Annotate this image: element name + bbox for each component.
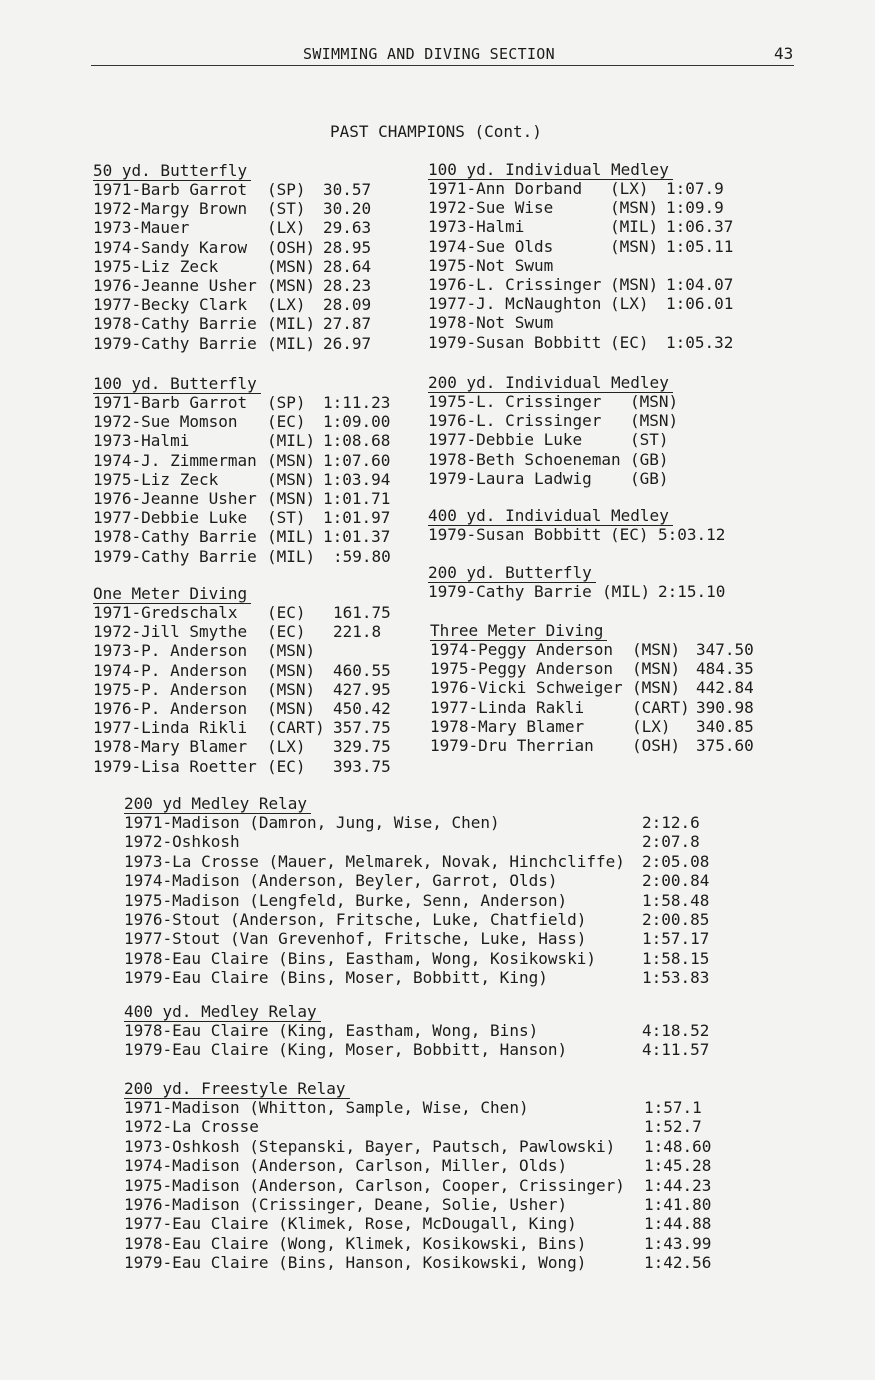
relay-row — [124, 1253, 712, 1273]
result: 347.50 — [696, 640, 754, 659]
team: (GB) — [630, 468, 669, 488]
result: 1:11.23 — [323, 393, 391, 412]
relay-team: 1979-Eau Claire (Bins, Hanson, Kosikowski, Wong) — [124, 1253, 587, 1273]
team: (MSN) — [632, 659, 681, 679]
relay-team: 1975-Madison (Anderson, Carlson, Cooper, Crissinger) — [124, 1175, 625, 1195]
relay-row — [124, 1040, 710, 1060]
result-row — [93, 660, 391, 680]
relay-team: 1979-Eau Claire (King, Moser, Bobbitt, Hanson) — [124, 1040, 568, 1060]
event-results — [430, 640, 754, 755]
team: (OSH) — [632, 735, 681, 755]
result-row — [93, 756, 391, 776]
team: (LX) — [267, 295, 306, 315]
result: 1:05.32 — [666, 332, 734, 352]
relay-time: 1:48.60 — [644, 1136, 712, 1156]
result-row — [428, 217, 734, 237]
event-title: One Meter Diving — [93, 585, 251, 603]
result-row — [93, 431, 391, 451]
result-row — [430, 735, 754, 755]
relay-row — [124, 1214, 712, 1234]
event-results — [93, 603, 391, 776]
champion: 1979-Susan Bobbitt — [428, 332, 602, 352]
team: (SP) — [267, 393, 306, 412]
champion: 1978-Mary Blamer — [430, 716, 585, 736]
result-row — [430, 716, 754, 736]
event-results — [428, 392, 679, 488]
champion: 1975-L. Crissinger — [428, 392, 602, 411]
team: (MSN) — [267, 488, 316, 508]
champion: 1976-L. Crissinger — [428, 411, 602, 431]
champion: 1971-Gredschalx — [93, 603, 238, 622]
relay-team: 1972-Oshkosh — [124, 832, 240, 852]
page-subtitle: PAST CHAMPIONS (Cont.) — [330, 122, 542, 141]
event-title: Three Meter Diving — [430, 622, 607, 640]
event-200-butterfly — [428, 563, 726, 601]
result-row — [93, 488, 391, 508]
relay-time: 2:00.84 — [642, 871, 710, 891]
relay-time: 4:18.52 — [642, 1021, 710, 1040]
champion: 1978-Cathy Barrie — [93, 314, 257, 334]
team: (MSN) — [267, 698, 316, 718]
result-row — [428, 430, 673, 449]
result: 221.8 — [333, 622, 382, 642]
result: 30.57 — [323, 180, 372, 199]
relay-title: 200 yd. Freestyle Relay — [124, 1080, 350, 1098]
result: 329.75 — [333, 737, 391, 757]
relay-row — [124, 948, 710, 968]
result: 1:01.97 — [323, 508, 391, 528]
team: (MSN) — [610, 274, 659, 294]
result-row — [428, 256, 673, 275]
champion: 1979-Cathy Barrie — [93, 546, 257, 566]
result: 30.20 — [323, 199, 372, 219]
team: (MIL) — [602, 582, 651, 601]
team: (EC) — [610, 332, 649, 352]
relay-row — [124, 1136, 712, 1156]
relay-time: 2:12.6 — [642, 813, 700, 832]
team: (MSN) — [267, 256, 316, 276]
result-row — [93, 698, 391, 718]
relay-row — [124, 929, 710, 949]
result-row — [93, 546, 391, 566]
champion: 1974-J. Zimmerman — [93, 450, 257, 470]
champion: 1974-Peggy Anderson — [430, 640, 614, 659]
relay-team: 1975-Madison (Lengfeld, Burke, Senn, Anderson) — [124, 890, 568, 910]
team: (MIL) — [267, 527, 316, 547]
relay-row — [124, 1156, 712, 1176]
team: (MSN) — [632, 678, 681, 698]
champion: 1973-Mauer — [93, 218, 190, 238]
champion: 1972-Sue Wise — [428, 198, 554, 218]
result: 1:09.9 — [666, 198, 724, 218]
result: 28.09 — [323, 295, 372, 315]
relay-team: 1976-Madison (Crissinger, Deane, Solie, Usher) — [124, 1194, 568, 1214]
relay-team: 1972-La Crosse — [124, 1117, 259, 1137]
champion: 1976-Jeanne Usher — [93, 275, 257, 295]
result-row — [93, 679, 391, 699]
event-results — [428, 179, 734, 352]
result: 375.60 — [696, 735, 754, 755]
team: (LX) — [610, 294, 649, 314]
champion: 1971-Ann Dorband — [428, 179, 583, 198]
result: 484.35 — [696, 659, 754, 679]
champion: 1973-Halmi — [428, 217, 525, 237]
team: (ST) — [267, 508, 306, 528]
champion: 1976-Jeanne Usher — [93, 488, 257, 508]
team: (MSN) — [630, 411, 679, 431]
result-row — [93, 256, 372, 276]
champion: 1979-Cathy Barrie — [93, 333, 257, 353]
relay-team: 1971-Madison (Damron, Jung, Wise, Chen) — [124, 813, 500, 832]
team: (SP) — [267, 180, 306, 199]
result: 1:07.60 — [323, 450, 391, 470]
team: (MSN) — [267, 275, 316, 295]
relay-row — [124, 1175, 712, 1195]
team: (ST) — [630, 430, 669, 450]
relay-row — [124, 968, 710, 988]
result-row — [93, 641, 316, 661]
champion: 1978-Beth Schoeneman — [428, 449, 621, 469]
relay-row — [124, 1233, 712, 1253]
champion: 1977-Becky Clark — [93, 295, 248, 315]
team: (EC) — [267, 756, 306, 776]
team: (EC) — [610, 525, 649, 544]
relay-title: 200 yd Medley Relay — [124, 795, 311, 813]
result-row — [430, 697, 754, 717]
champion: 1979-Cathy Barrie — [428, 582, 592, 601]
relay-team: 1978-Eau Claire (Wong, Klimek, Kosikowski, Bins) — [124, 1233, 587, 1253]
team: (MIL) — [267, 314, 316, 334]
champion: 1979-Lisa Roetter — [93, 756, 257, 776]
result: 427.95 — [333, 679, 391, 699]
result-row — [428, 313, 673, 332]
team: (CART) — [267, 718, 325, 738]
relay-time: 1:57.17 — [642, 929, 710, 949]
event-results — [428, 525, 726, 544]
page-number: 43 — [774, 44, 794, 63]
champion: 1979-Susan Bobbitt — [428, 525, 602, 544]
relay-row — [124, 851, 710, 871]
team: (MIL) — [267, 333, 316, 353]
team: (MSN) — [610, 236, 659, 256]
champion: 1975-Peggy Anderson — [430, 659, 614, 679]
result-row — [93, 218, 372, 238]
header-rule — [91, 65, 794, 66]
result-row — [93, 199, 372, 219]
champion: 1974-P. Anderson — [93, 660, 248, 680]
result-row — [428, 411, 679, 431]
event-title: 200 yd. Butterfly — [428, 564, 596, 582]
relay-team: 1974-Madison (Anderson, Carlson, Miller, Olds) — [124, 1156, 568, 1176]
result-row — [430, 678, 754, 698]
result: :59.80 — [333, 546, 391, 566]
champion: 1971-Barb Garrot — [93, 180, 248, 199]
relay-results — [124, 813, 710, 988]
relay-time: 2:07.8 — [642, 832, 700, 852]
champion: 1972-Margy Brown — [93, 199, 248, 219]
champion: 1975-Liz Zeck — [93, 256, 219, 276]
relay-time: 1:43.99 — [644, 1233, 712, 1253]
result: 340.85 — [696, 716, 754, 736]
event-title: 200 yd. Individual Medley — [428, 374, 673, 392]
team: (MSN) — [630, 392, 679, 411]
relay-time: 1:58.48 — [642, 890, 710, 910]
result-row — [93, 737, 391, 757]
team: (OSH) — [267, 237, 316, 257]
relay-time: 1:53.83 — [642, 968, 710, 988]
result: 1:03.94 — [323, 469, 391, 489]
champion: 1974-Sue Olds — [428, 236, 554, 256]
result: 1:07.9 — [666, 179, 724, 198]
relay-team: 1977-Stout (Van Grevenhof, Fritsche, Luke, Hass) — [124, 929, 587, 949]
team: (EC) — [267, 412, 306, 432]
result: 1:08.68 — [323, 431, 391, 451]
relay-400-medley — [124, 1002, 710, 1060]
champion: 1979-Dru Therrian — [430, 735, 594, 755]
team: (LX) — [267, 218, 306, 238]
champion: 1971-Barb Garrot — [93, 393, 248, 412]
result: 5:03.12 — [658, 525, 726, 544]
champion: 1976-Vicki Schweiger — [430, 678, 623, 698]
relay-time: 1:44.88 — [644, 1214, 712, 1234]
champion: 1975-Not Swum — [428, 255, 554, 275]
result: 442.84 — [696, 678, 754, 698]
result-row — [428, 274, 734, 294]
result: 1:09.00 — [323, 412, 391, 432]
relay-200-freestyle — [124, 1079, 712, 1273]
result: 1:06.01 — [666, 294, 734, 314]
result: 1:04.07 — [666, 274, 734, 294]
champion: 1978-Not Swum — [428, 313, 554, 333]
result-row — [428, 525, 726, 544]
team: (EC) — [267, 603, 306, 622]
result-row — [428, 236, 734, 256]
relay-time: 1:44.23 — [644, 1175, 712, 1195]
result-row — [93, 450, 391, 470]
team: (LX) — [632, 716, 671, 736]
event-100-individual-medley — [428, 160, 734, 352]
relay-results — [124, 1021, 710, 1060]
champion: 1973-Halmi — [93, 431, 190, 451]
result: 28.64 — [323, 256, 372, 276]
result: 27.87 — [323, 314, 372, 334]
relay-time: 2:00.85 — [642, 909, 710, 929]
relay-time: 1:41.80 — [644, 1194, 712, 1214]
relay-row — [124, 813, 700, 832]
relay-title: 400 yd. Medley Relay — [124, 1003, 321, 1021]
team: (MSN) — [267, 660, 316, 680]
team: (MSN) — [610, 198, 659, 218]
relay-results — [124, 1098, 712, 1273]
team: (LX) — [267, 737, 306, 757]
champion: 1978-Cathy Barrie — [93, 527, 257, 547]
result-row — [428, 450, 673, 469]
result-row — [93, 412, 391, 432]
event-results — [428, 582, 726, 601]
result-row — [93, 718, 391, 738]
team: (MSN) — [267, 469, 316, 489]
result: 450.42 — [333, 698, 391, 718]
event-results — [93, 180, 372, 353]
event-results — [93, 393, 391, 566]
champion: 1972-Sue Momson — [93, 412, 238, 432]
team: (MSN) — [267, 641, 316, 661]
team: (MIL) — [610, 217, 659, 237]
result: 28.23 — [323, 275, 372, 295]
relay-team: 1978-Eau Claire (King, Eastham, Wong, Bins) — [124, 1021, 539, 1040]
result-row — [93, 275, 372, 295]
relay-team: 1977-Eau Claire (Klimek, Rose, McDougall, King) — [124, 1214, 577, 1234]
relay-row — [124, 1117, 702, 1137]
result: 2:15.10 — [658, 582, 726, 601]
result-row — [430, 659, 754, 679]
event-title: 100 yd. Individual Medley — [428, 161, 673, 179]
result-row — [93, 237, 372, 257]
result: 26.97 — [323, 333, 372, 353]
event-400-individual-medley — [428, 506, 726, 544]
relay-time: 1:52.7 — [644, 1117, 702, 1137]
team: (ST) — [267, 199, 306, 219]
relay-team: 1976-Stout (Anderson, Fritsche, Luke, Chatfield) — [124, 909, 587, 929]
team: (MSN) — [267, 679, 316, 699]
relay-row — [124, 832, 700, 852]
champion: 1972-Jill Smythe — [93, 622, 248, 642]
result-row — [428, 582, 726, 601]
relay-time: 1:57.1 — [644, 1098, 702, 1117]
relay-team: 1978-Eau Claire (Bins, Eastham, Wong, Kosikowski) — [124, 948, 597, 968]
team: (GB) — [630, 449, 669, 469]
champion: 1976-P. Anderson — [93, 698, 248, 718]
relay-200-medley — [124, 794, 710, 988]
result-row — [93, 314, 372, 334]
champion: 1977-Linda Rakli — [430, 697, 585, 717]
relay-row — [124, 909, 710, 929]
event-title: 100 yd. Butterfly — [93, 375, 261, 393]
result-row — [428, 392, 679, 411]
event-one-meter-diving — [93, 584, 391, 776]
result-row — [428, 294, 734, 314]
result: 460.55 — [333, 660, 391, 680]
result: 393.75 — [333, 756, 391, 776]
result-row — [93, 527, 391, 547]
result: 29.63 — [323, 218, 372, 238]
champion: 1978-Mary Blamer — [93, 737, 248, 757]
champion: 1977-Debbie Luke — [93, 508, 248, 528]
champion: 1975-P. Anderson — [93, 679, 248, 699]
result-row — [93, 333, 372, 353]
team: (MIL) — [267, 546, 316, 566]
relay-team: 1979-Eau Claire (Bins, Moser, Bobbitt, King) — [124, 968, 548, 988]
result-row — [93, 508, 391, 528]
champion: 1973-P. Anderson — [93, 641, 248, 661]
result-row — [428, 198, 724, 218]
team: (LX) — [610, 179, 649, 198]
team: (MIL) — [267, 431, 316, 451]
relay-time: 1:42.56 — [644, 1253, 712, 1273]
event-title: 50 yd. Butterfly — [93, 162, 251, 180]
relay-time: 4:11.57 — [642, 1040, 710, 1060]
relay-time: 1:58.15 — [642, 948, 710, 968]
event-200-individual-medley — [428, 373, 679, 488]
champion: 1977-Debbie Luke — [428, 430, 583, 450]
result-row — [93, 295, 372, 315]
result: 1:01.71 — [323, 488, 391, 508]
result-row — [93, 393, 391, 412]
result-row — [93, 622, 382, 642]
result-row — [93, 180, 372, 199]
result-row — [428, 469, 673, 488]
event-three-meter-diving — [430, 621, 754, 755]
relay-time: 2:05.08 — [642, 851, 710, 871]
result-row — [430, 640, 754, 659]
relay-row — [124, 1194, 712, 1214]
champion: 1975-Liz Zeck — [93, 469, 219, 489]
team: (MSN) — [632, 640, 681, 659]
result-row — [428, 332, 734, 352]
relay-time: 1:45.28 — [644, 1156, 712, 1176]
champion: 1976-L. Crissinger — [428, 274, 602, 294]
result: 161.75 — [333, 603, 391, 622]
relay-team: 1974-Madison (Anderson, Beyler, Garrot, Olds) — [124, 871, 558, 891]
relay-team: 1973-Oshkosh (Stepanski, Bayer, Pautsch, Pawlowski) — [124, 1136, 616, 1156]
relay-row — [124, 890, 710, 910]
result: 1:01.37 — [323, 527, 391, 547]
result: 28.95 — [323, 237, 372, 257]
relay-team: 1973-La Crosse (Mauer, Melmarek, Novak, Hinchcliffe) — [124, 851, 625, 871]
team: (MSN) — [267, 450, 316, 470]
event-title: 400 yd. Individual Medley — [428, 507, 673, 525]
event-100-butterfly — [93, 374, 391, 566]
relay-team: 1971-Madison (Whitton, Sample, Wise, Chen) — [124, 1098, 529, 1117]
relay-row — [124, 871, 710, 891]
result-row — [428, 179, 724, 198]
champion: 1977-J. McNaughton — [428, 294, 602, 314]
champion: 1977-Linda Rikli — [93, 718, 248, 738]
relay-row — [124, 1098, 702, 1117]
result: 1:06.37 — [666, 217, 734, 237]
result: 1:05.11 — [666, 236, 734, 256]
champion: 1974-Sandy Karow — [93, 237, 248, 257]
result: 390.98 — [696, 697, 754, 717]
team: (CART) — [632, 697, 690, 717]
event-50-butterfly — [93, 161, 372, 353]
team: (EC) — [267, 622, 306, 642]
relay-row — [124, 1021, 710, 1040]
result-row — [93, 469, 391, 489]
result: 357.75 — [333, 718, 391, 738]
section-header-title: SWIMMING AND DIVING SECTION — [303, 45, 555, 63]
champion: 1979-Laura Ladwig — [428, 468, 592, 488]
result-row — [93, 603, 391, 622]
